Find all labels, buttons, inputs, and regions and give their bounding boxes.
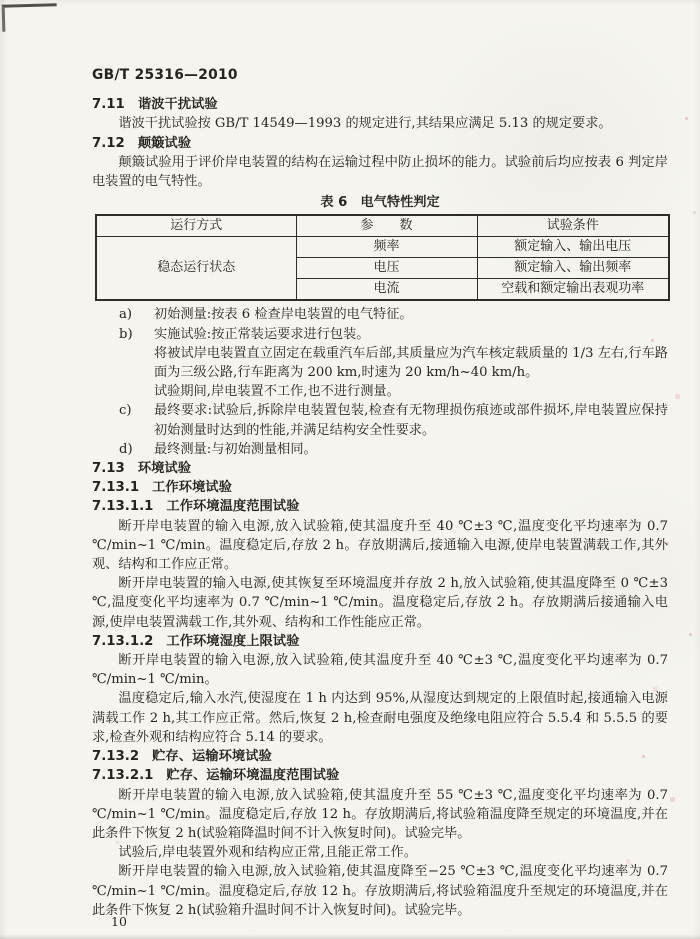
section-7-13-1-2-paragraph: 温度稳定后,输入水汽,使湿度在 1 h 内达到 95%,从湿度达到规定的上限值时起,接通输入电源满载工作 2 h,其工作应正常。然后,恢复 2 h,检查耐电强度及绝缘电阻应符合 5.5.4 和 5.5.5 的要求,检查外观和结构应符合 5.14 的要求。 bbox=[92, 691, 668, 745]
list-marker: d) bbox=[119, 441, 133, 457]
section-number: 7.13.2 bbox=[92, 749, 140, 765]
section-7-12-heading bbox=[92, 134, 668, 153]
list-item-text: 初始测量:按表 6 检查岸电装置的电气特征。 bbox=[154, 307, 413, 323]
table-row bbox=[96, 237, 669, 258]
standard-number: GB/T 25316—2010 bbox=[92, 67, 238, 83]
section-7-13-heading bbox=[92, 459, 668, 478]
list-item-c bbox=[92, 401, 668, 439]
section-7-13-2-1-paragraph: 断开岸电装置的输入电源,放入试验箱,使其温度降至−25 ℃±3 ℃,温度变化平均速率为 0.7 ℃/min~1 ℃/min。温度稳定后,存放 12 h。存放期满后,将试验箱温度升至规定的环境温度,并在此条件下恢复 2 h(试验箱升温时间不计入恢复时间)。试验完毕。 bbox=[92, 864, 668, 918]
section-number: 7.13.1 bbox=[92, 480, 140, 496]
table-6-caption: 表 6 电气特性判定 bbox=[320, 195, 440, 211]
list-item-b-subparagraph: 试验期间,岸电装置不工作,也不进行测量。 bbox=[154, 384, 400, 400]
list-item-b-subparagraph: 将被试岸电装置直立固定在载重汽车后部,其质量应为汽车核定载质量的 1/3 左右,行车路面为三级公路,行车距离为 200 km,时速为 20 km/h~40 km/h。 bbox=[154, 345, 668, 381]
table-cell-parameter: 电流 bbox=[296, 279, 477, 301]
table-cell-condition: 额定输入、输出频率 bbox=[477, 258, 669, 279]
list-item-a bbox=[92, 305, 668, 324]
list-item-text: 最终测量:与初始测量相同。 bbox=[154, 441, 317, 457]
section-title: 环境试验 bbox=[137, 461, 191, 477]
section-7-13-2-1-paragraph: 断开岸电装置的输入电源,放入试验箱,使其温度升至 55 ℃±3 ℃,温度变化平均速率为 0.7 ℃/min~1 ℃/min。温度稳定后,存放 12 h。存放期满后,将试验箱温度降至规定的环境温度,并在此条件下恢复 2 h(试验箱降温时间不计入恢复时间)。试验完毕。 bbox=[92, 787, 668, 841]
table-header-test-condition: 试验条件 bbox=[477, 215, 669, 237]
section-title: 工作环境温度范围试验 bbox=[166, 499, 300, 515]
section-number: 7.13 bbox=[92, 461, 125, 477]
table-cell-parameter: 频率 bbox=[296, 237, 477, 258]
section-7-13-1-2-paragraph: 断开岸电装置的输入电源,放入试验箱,使其温度升至 40 ℃±3 ℃,温度变化平均速率为 0.7 ℃/min~1 ℃/min。 bbox=[92, 653, 668, 688]
section-number: 7.13.2.1 bbox=[92, 768, 154, 784]
section-title: 贮存、运输环境温度范围试验 bbox=[166, 768, 340, 784]
list-item-b bbox=[92, 325, 668, 344]
table-6-electrical-characteristics bbox=[95, 214, 670, 301]
list-item-text: 实施试验:按正常装运要求进行包装。 bbox=[154, 326, 370, 342]
section-title: 贮存、运输环境试验 bbox=[152, 749, 272, 765]
section-title: 工作环境湿度上限试验 bbox=[166, 633, 300, 649]
section-7-11-paragraph: 谐波干扰试验按 GB/T 14549—1993 的规定进行,其结果应满足 5.13 的规定要求。 bbox=[118, 116, 612, 132]
section-title: 谐波干扰试验 bbox=[137, 97, 218, 113]
list-item-text: 最终要求:试验后,拆除岸电装置包装,检查有无物理损伤痕迹或部件损坏,岸电装置应保持初始测量时达到的性能,并满足结构安全性要求。 bbox=[154, 403, 668, 438]
section-7-11-heading bbox=[92, 95, 668, 114]
section-title: 工作环境试验 bbox=[152, 480, 232, 496]
list-item-d bbox=[92, 440, 668, 459]
section-7-12-paragraph: 颠簸试验用于评价岸电装置的结构在运输过程中防止损坏的能力。试验前后均应按表 6 判定岸电装置的电气特性。 bbox=[92, 154, 668, 190]
table-header-parameter: 参 数 bbox=[296, 215, 477, 237]
section-7-13-1-2-heading bbox=[92, 632, 668, 651]
list-marker: a) bbox=[119, 307, 133, 323]
section-title: 颠簸试验 bbox=[137, 135, 191, 151]
table-cell-parameter: 电压 bbox=[296, 258, 477, 279]
section-7-13-2-1-paragraph: 试验后,岸电装置外观和结构应正常,且能正常工作。 bbox=[118, 845, 417, 861]
table-cell-condition: 空载和额定输出表观功率 bbox=[477, 279, 669, 301]
section-7-13-1-heading bbox=[92, 478, 668, 497]
table-cell-condition: 额定输入、输出电压 bbox=[477, 237, 669, 258]
section-number: 7.13.1.2 bbox=[92, 633, 154, 649]
list-marker: b) bbox=[119, 326, 133, 342]
list-marker: c) bbox=[119, 403, 132, 419]
table-cell-operation-mode: 稳态运行状态 bbox=[96, 237, 296, 301]
table-header-operation-mode: 运行方式 bbox=[96, 215, 296, 237]
section-7-13-1-1-heading bbox=[92, 497, 668, 516]
section-number: 7.12 bbox=[92, 135, 125, 151]
section-number: 7.13.1.1 bbox=[92, 499, 154, 515]
section-7-13-2-heading bbox=[92, 747, 668, 766]
section-7-13-2-1-heading bbox=[92, 766, 668, 785]
section-7-13-1-1-paragraph: 断开岸电装置的输入电源,使其恢复至环境温度并存放 2 h,放入试验箱,使其温度降至 0 ℃±3 ℃,温度变化平均速率为 0.7 ℃/min~1 ℃/min。温度稳定后,存放 2 h。存放期满后接通输入电源,使岸电装置满载工作,其外观、结构和工作性能应正常。 bbox=[92, 576, 668, 630]
section-number: 7.11 bbox=[92, 97, 125, 113]
table-header-row bbox=[96, 215, 669, 237]
section-7-13-1-1-paragraph: 断开岸电装置的输入电源,放入试验箱,使其温度升至 40 ℃±3 ℃,温度变化平均速率为 0.7 ℃/min~1 ℃/min。温度稳定后,存放 2 h。存放期满后,接通输入电源,使岸电装置满载工作,其外观、结构和工作应正常。 bbox=[92, 518, 668, 573]
page-number: 10 bbox=[111, 914, 127, 929]
